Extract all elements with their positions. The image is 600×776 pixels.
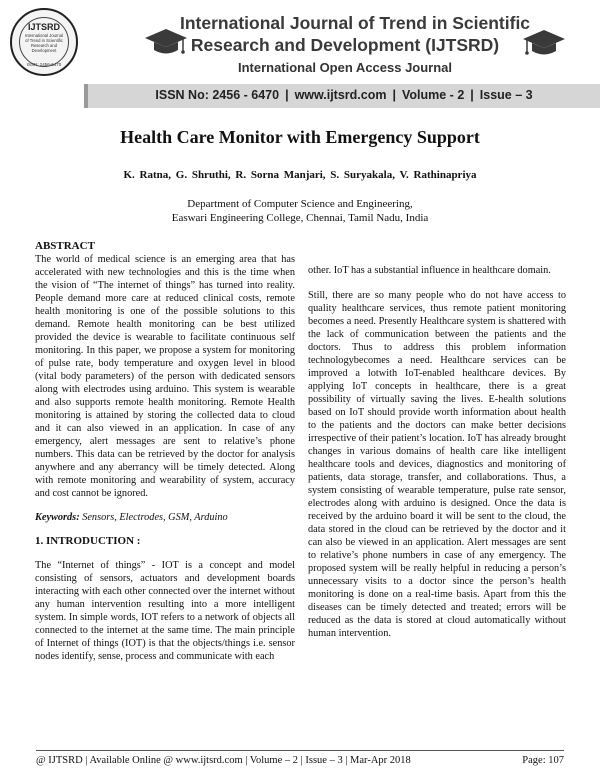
keywords bbox=[35, 511, 295, 524]
graduation-cap-icon bbox=[522, 28, 566, 58]
author-list: K. Ratna, G. Shruthi, R. Sorna Manjari, S. Suryakala, V. Rathinapriya bbox=[123, 169, 477, 181]
introduction-paragraph: Still, there are so many people who do not have access to quality healthcare services, thus remote patient monitoring becomes a need. Presently Healthcare system is shattered with the lack of communication between the patients and the doctors. Thus to address this problem information technologybecomes a need. Healthcare services can be improved a lotwith IoT-enabled healthcare devices. By applying IoT concepts in healthcare, there is a great possibility of virtually saving the lives. E-health solutions based on IoT should provide worth information about health to the patients and the doctors can make better decisions irrespective of their patient’s location. IoT has already brought changes in various domains of health care like intelligent healthcare tools and devices, diagnostics and monitoring of patients, data storage, transfer, and collaborations. Thus, a system consisting of wearable temperature, pulse rate sensor, electrodes along with arduino is designed. Once the data is received by the arduino board it will be sent to the cloud, the data stored in the cloud can be retrieved by the doctor and it can also be viewed in an application. Alert messages are sent to relative’s phone numbers in case of any emergency. The proposed system will be really helpful in reducing a person’s unnecessary visits to a doctor since the person’s health monitoring is done on a real-time basis. Apart from this the diseases can be timely detected and treated; errors will be reduced as the data is stored at cloud automatically without human intervention. bbox=[308, 290, 566, 639]
keywords-list: Sensors, Electrodes, GSM, Arduino bbox=[79, 512, 228, 523]
footer-divider bbox=[36, 750, 564, 751]
logo-tagline-line: of Trend in Scientific bbox=[25, 38, 63, 43]
section-heading-introduction: 1. INTRODUCTION : bbox=[35, 535, 141, 547]
journal-title-line1: International Journal of Trend in Scientific bbox=[180, 13, 531, 33]
issue-label: Issue – 3 bbox=[479, 88, 533, 102]
abstract-text: The world of medical science is an emerging area that has accelerated with new technologies and this is the time when the vision of “The internet of things” has turned into reality. People demand more care at reduced clinical costs, remote health monitoring is one of the possible solutions to this demand. Remote health monitoring can be best utilized provided the device is wearable to facilitate continuous self monitoring. In this paper, we propose a system for monitoring of pulse rate, body temperature and oxygen level in blood (vital body parameters) of the person with dedicated sensors along with electrodes using arduino. This system is wearable and also supports remote health monitoring. Remote Health monitoring is attained by storing the collected data to cloud and it can also viewed in an application. In case of any emergency, alert messages are sent to relative’s phone numbers. This data can be retrieved by the doctor for analysis anywhere and any aberrancy will be timely detected. Along with remote monitoring and wearability of system, accuracy and cost cannot be ignored. bbox=[35, 254, 295, 499]
right-column bbox=[308, 264, 566, 640]
issn-band-text: ISSN No: 2456 - 6470 | www.ijtsrd.com | Volume - 2 | Issue – 3 bbox=[155, 88, 533, 102]
issn-band bbox=[84, 84, 600, 108]
volume-label: Volume - 2 bbox=[401, 88, 465, 102]
journal-header bbox=[0, 0, 600, 114]
introduction-paragraph-continued: other. IoT has a substantial influence in healthcare domain. bbox=[308, 265, 551, 276]
logo-tagline-line: Development bbox=[31, 48, 57, 53]
journal-title-line2: Research and Development (IJTSRD) bbox=[190, 35, 500, 55]
affiliation bbox=[0, 197, 600, 225]
logo-tagline-line: Research and bbox=[30, 43, 58, 48]
journal-subtitle: International Open Access Journal bbox=[237, 60, 453, 75]
affiliation-department: Department of Computer Science and Engineering, bbox=[187, 198, 413, 210]
abstract-heading: ABSTRACT bbox=[35, 240, 95, 252]
keywords-label: Keywords: bbox=[35, 512, 80, 523]
footer-citation: @ IJTSRD | Available Online @ www.ijtsrd.com | Volume – 2 | Issue – 3 | Mar-Apr 2018 bbox=[36, 755, 411, 766]
left-column bbox=[35, 240, 295, 663]
logo-issn: ISSN: 2456-6470 bbox=[26, 62, 62, 67]
introduction-paragraph: The “Internet of things” - IOT is a concept and model consisting of sensors, actuators and development boards interacting with each other connected over the internet without any human intervention resulting into a more intelligent system. In simple words, IOT refers to a network of objects all connected to the internet at the same time. The main principle of Internet of things (IOT) is that the objects/things i.e. sensor nodes identify, sense, process and communicate with each bbox=[35, 560, 295, 662]
affiliation-college: Easwari Engineering College, Chennai, Tamil Nadu, India bbox=[171, 212, 429, 224]
journal-logo bbox=[10, 8, 78, 76]
logo-name: IJTSRD bbox=[27, 22, 60, 32]
page-number: Page: 107 bbox=[522, 755, 564, 766]
issn-number: ISSN No: 2456 - 6470 bbox=[155, 88, 280, 102]
logo-tagline-line: International Journal bbox=[25, 33, 63, 38]
journal-website-link[interactable]: www.ijtsrd.com bbox=[294, 88, 387, 102]
paper-title: Health Care Monitor with Emergency Support bbox=[120, 127, 480, 147]
